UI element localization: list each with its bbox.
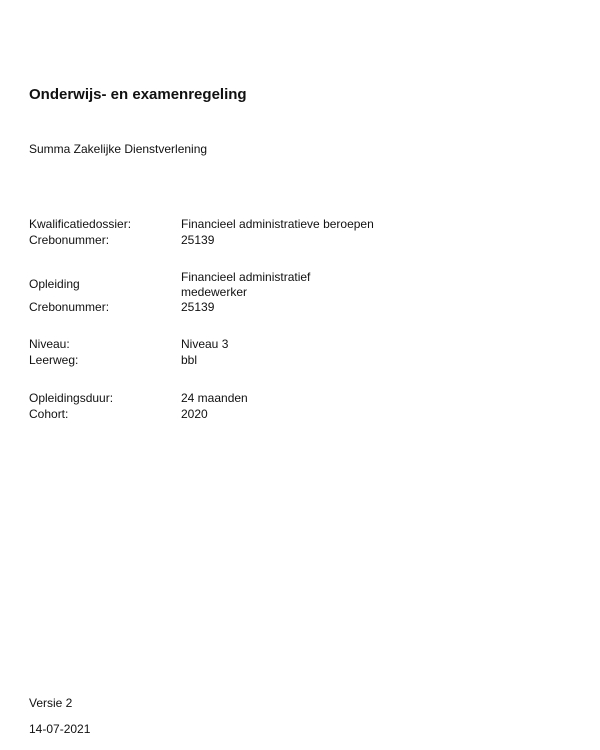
organization-name: Summa Zakelijke Dienstverlening [29,142,208,156]
crebonummer-dossier-value: 25139 [181,233,215,247]
cohort-value: 2020 [181,407,208,421]
cohort-label: Cohort: [29,407,69,421]
crebonummer-opleiding-value: 25139 [181,300,215,314]
opleiding-label: Opleiding [29,277,80,291]
leerweg-label: Leerweg: [29,353,79,367]
opleidingsduur-label: Opleidingsduur: [29,391,114,405]
date-text: 14-07-2021 [29,722,91,736]
document-title: Onderwijs- en examenregeling [29,86,247,103]
version-text: Versie 2 [29,696,73,710]
opleiding-value-line2: medewerker [181,285,248,299]
leerweg-value: bbl [181,353,198,367]
kwalificatiedossier-value: Financieel administratieve beroepen [181,217,374,231]
opleidingsduur-value: 24 maanden [181,391,248,405]
kwalificatiedossier-label: Kwalificatiedossier: [29,217,132,231]
crebonummer-opleiding-label: Crebonummer: [29,300,110,314]
crebonummer-dossier-label: Crebonummer: [29,233,110,247]
opleiding-value-line1: Financieel administratief [181,270,311,284]
niveau-label: Niveau: [29,337,70,351]
niveau-value: Niveau 3 [181,337,229,351]
